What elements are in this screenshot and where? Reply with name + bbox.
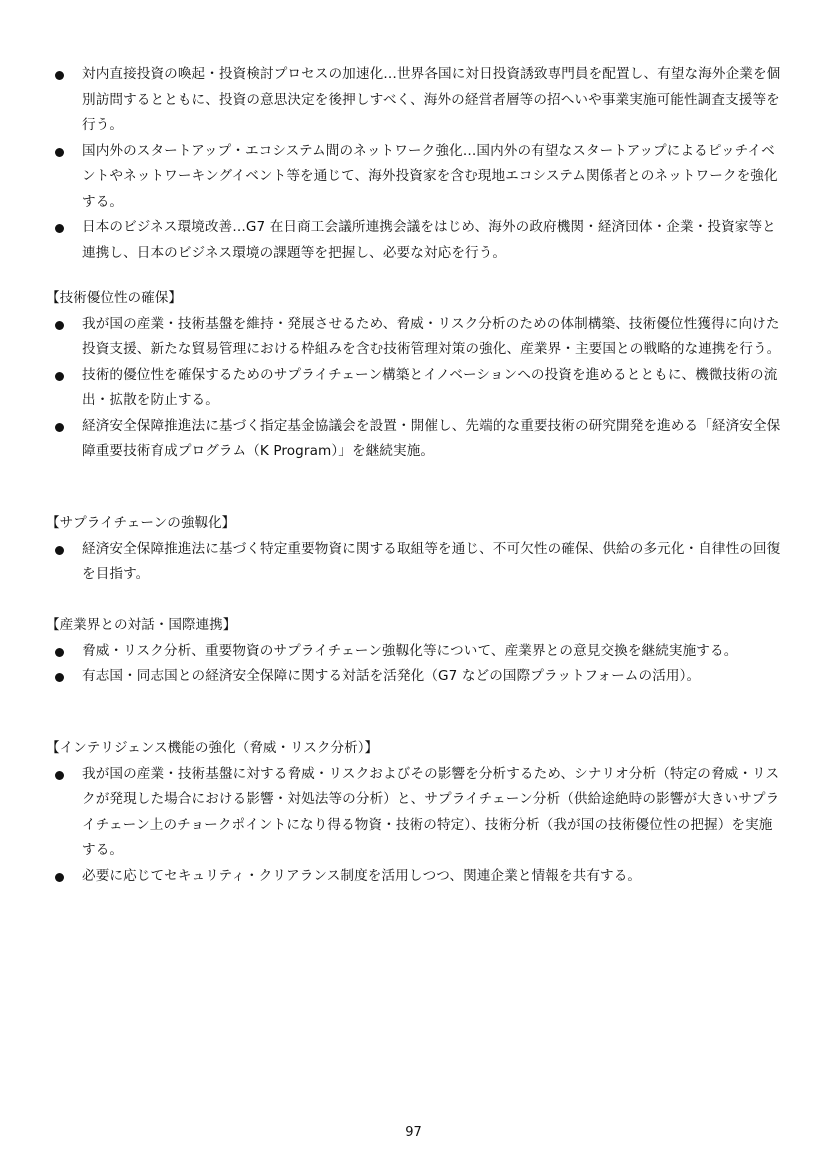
bullet-icon <box>55 673 64 682</box>
list-item <box>46 537 786 588</box>
list-item <box>46 414 786 465</box>
section-heading: 【技術優位性の確保】 <box>46 290 182 306</box>
bullet-icon <box>55 423 64 432</box>
list-item <box>46 215 786 266</box>
bullet-text: 対内直接投資の喚起・投資検討プロセスの加速化…世界各国に対日投資誘致専門員を配置し、有望な海外企業を個別訪問するとともに、投資の意思決定を後押しすべく、海外の経営者層等の招へいや事業実施可能性調査支援等を行う。 <box>82 66 781 133</box>
bullet-text: 技術的優位性を確保するためのサプライチェーン構築とイノベーションへの投資を進めるとともに、機微技術の流出・拡散を防止する。 <box>82 366 778 408</box>
bullet-text: 経済安全保障推進法に基づく特定重要物資に関する取組等を通じ、不可欠性の確保、供給の多元化・自律性の回復を目指す。 <box>82 540 781 582</box>
bullet-text: 必要に応じてセキュリティ・クリアランス制度を活用しつつ、関連企業と情報を共有する。 <box>82 867 642 884</box>
bullet-icon <box>55 321 64 330</box>
section-supply-chain <box>46 511 786 588</box>
section-heading: 【インテリジェンス機能の強化（脅威・リスク分析）】 <box>46 740 379 756</box>
section-tech-superiority <box>46 286 786 465</box>
bullet-text: 日本のビジネス環境改善…G7 在日商工会議所連携会議をはじめ、海外の政府機関・経済団体・企業・投資家等と連携し、日本のビジネス環境の課題等を把握し、必要な対応を行う。 <box>82 219 776 261</box>
bullet-icon <box>55 372 64 381</box>
bullet-icon <box>55 771 64 780</box>
bullet-text: 我が国の産業・技術基盤を維持・発展させるため、脅威・リスク分析のための体制構築、技術優位性獲得に向けた投資支援、新たな貿易管理における枠組みを含む技術管理対策の強化、産業界・主要国との戦略的な連携を行う。 <box>82 315 781 357</box>
bullet-text: 有志国・同志国との経済安全保障に関する対話を活発化（G7 などの国際プラットフォームの活用）。 <box>82 668 701 684</box>
bullet-text: 国内外のスタートアップ・エコシステム間のネットワーク強化…国内外の有望なスタートアップによるピッチイベントやネットワーキングイベント等を通じて、海外投資家を含む現地エコシステム関係者とのネットワークを強化する。 <box>82 142 778 210</box>
section-heading: 【サプライチェーンの強靱化】 <box>46 515 236 531</box>
section-industry-dialogue <box>46 613 786 690</box>
list-item <box>46 139 786 216</box>
bullet-icon <box>55 873 64 882</box>
list-item <box>46 363 786 414</box>
list-item <box>46 762 786 864</box>
list-item <box>46 312 786 363</box>
list-item <box>46 639 786 665</box>
bullet-icon <box>55 648 64 657</box>
section-intelligence <box>46 736 786 889</box>
intro-bullet-list <box>46 62 786 266</box>
bullet-text: 我が国の産業・技術基盤に対する脅威・リスクおよびその影響を分析するため、シナリオ分析（特定の脅威・リスクが発現した場合における影響・対処法等の分析）と、サプライチェーン分析（供給途絶時の影響が大きいサプライチェーン上のチョークポイントになり得る物資・技術の特定）、技術分析（我が国の技術優位性の把握）を実施する。 <box>82 765 780 858</box>
section-heading: 【産業界との対話・国際連携】 <box>46 617 237 633</box>
list-item <box>46 664 786 690</box>
list-item <box>46 864 786 890</box>
bullet-text: 経済安全保障推進法に基づく指定基金協議会を設置・開催し、先端的な重要技術の研究開発を進める「経済安全保障重要技術育成プログラム（K Program）」を継続実施。 <box>82 417 781 459</box>
bullet-icon <box>55 224 64 233</box>
page-number: 97 <box>405 1125 422 1140</box>
list-item <box>46 62 786 139</box>
bullet-text: 脅威・リスク分析、重要物資のサプライチェーン強靱化等について、産業界との意見交換を継続実施する。 <box>82 642 738 659</box>
bullet-icon <box>55 148 64 157</box>
bullet-icon <box>55 71 64 80</box>
bullet-icon <box>55 546 64 555</box>
